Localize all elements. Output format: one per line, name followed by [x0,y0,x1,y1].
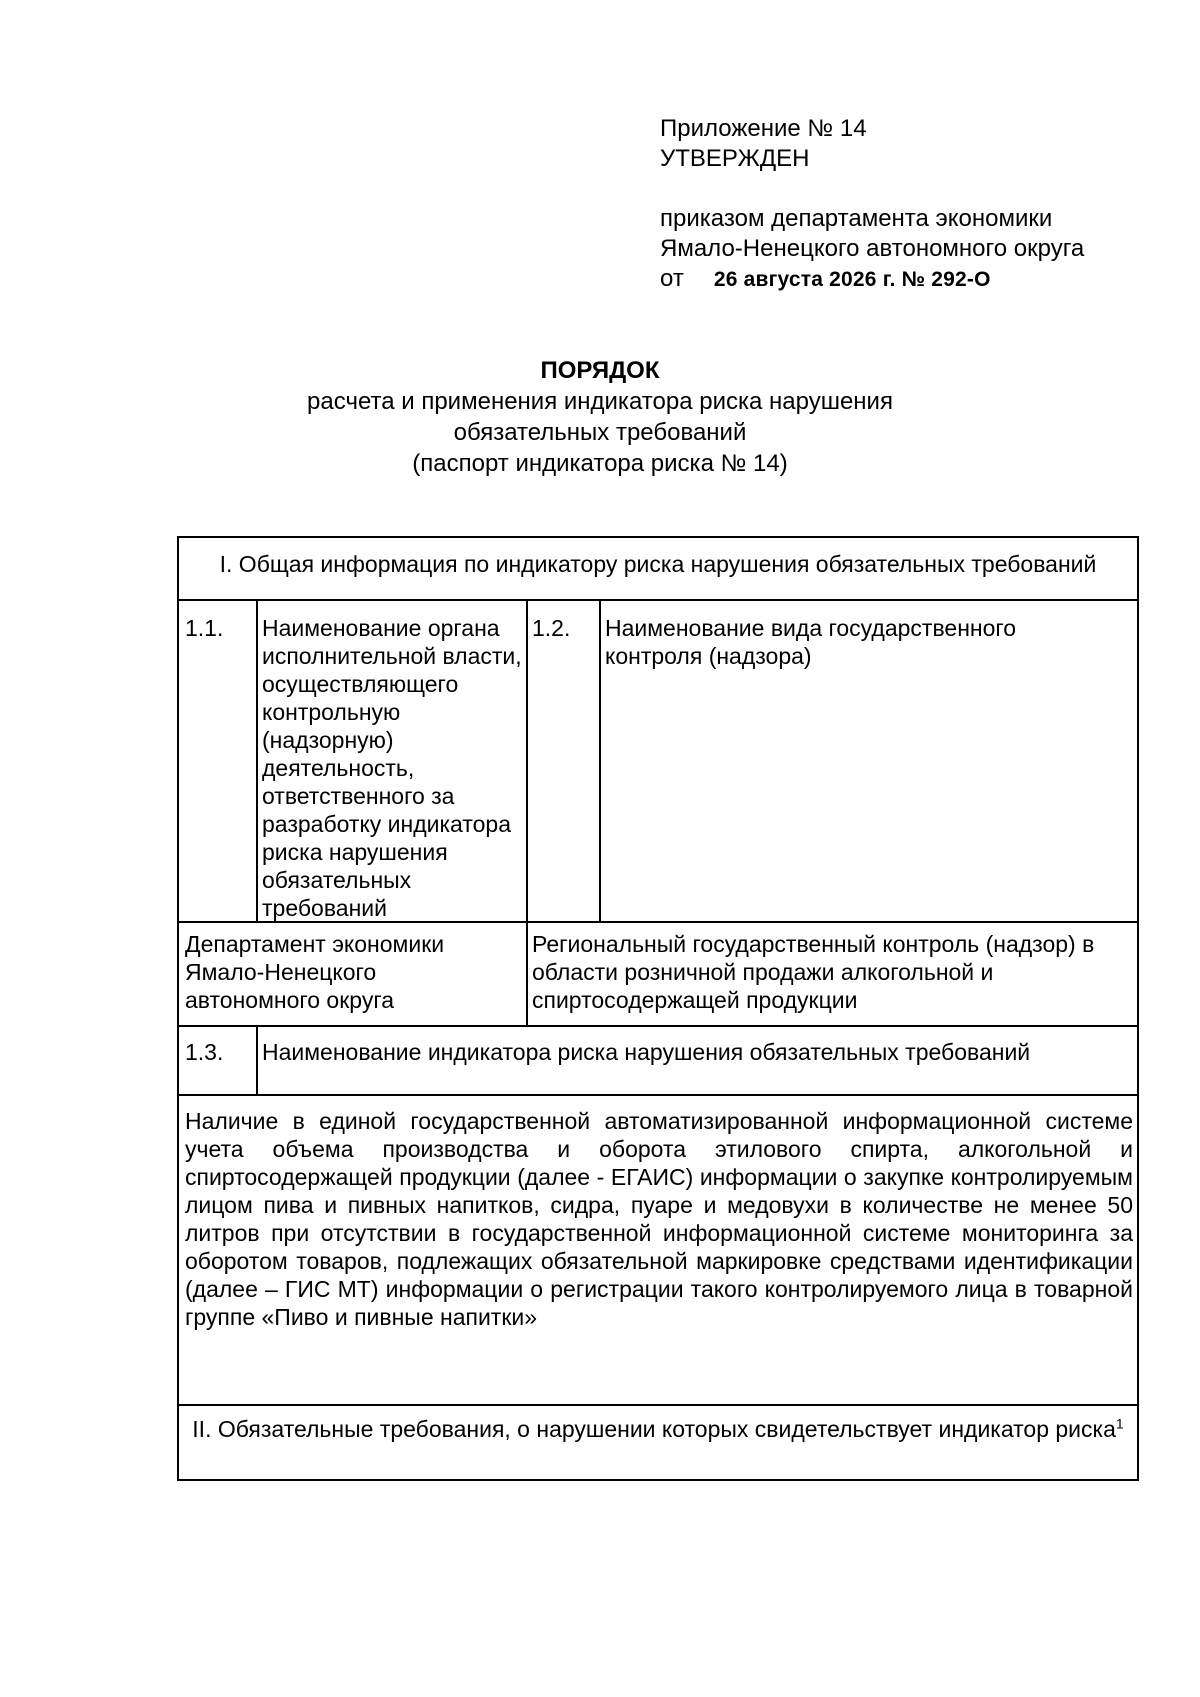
table-divider [256,1025,258,1094]
order-date-prefix: от [660,265,684,292]
title-main: ПОРЯДОК [540,357,660,384]
item-1-3-label: Наименование индикатора риска нарушения обязательных требований [262,1039,1031,1065]
section-2-header-text: II. Обязательные требования, о нарушении которых свидетельствует индикатор риска [192,1416,1116,1442]
item-1-1-label: Наименование органа исполнительной власти, осуществляющего контрольную (надзорную) деятельность, ответственного за разработку индикатора риска нарушения обязательных требований [262,615,522,921]
order-date-line [660,264,1180,295]
table-divider [179,1094,1137,1096]
title-line-2: обязательных требований [453,419,747,446]
approved-label: УТВЕРЖДЕН [660,145,810,172]
item-1-1-value: Департамент экономики Ямало-Ненецкого автономного округа [185,931,445,1013]
table-divider [256,599,258,921]
table-divider [526,599,528,1025]
footnote-marker: 1 [1115,1415,1124,1432]
item-1-3-number: 1.3. [185,1039,224,1065]
approval-block [660,114,1180,295]
table-divider [599,599,601,921]
appendix-number: Приложение № 14 [660,115,867,142]
spacer [660,174,1180,204]
document-title [0,355,1200,479]
risk-indicator-table [177,536,1139,1481]
order-date-value: 26 августа 2026 г. № 292-О [713,268,991,291]
title-line-1: расчета и применения индикатора риска нарушения [307,388,893,415]
section-1-header: I. Общая информация по индикатору риска нарушения обязательных требований [219,551,1097,577]
section-2-header [185,1415,1131,1443]
item-1-2-number: 1.2. [532,615,571,641]
item-1-2-label: Наименование вида государственного контроля (надзора) [605,615,1017,669]
table-divider [179,1404,1137,1406]
order-line-2: Ямало-Ненецкого автономного округа [660,235,1085,262]
order-line-1: приказом департамента экономики [660,205,1053,232]
item-1-3-value: Наличие в единой государственной автоматизированной информационной системе учета объема производства и оборота этилового спирта, алкогольной и спиртосодержащей продукции (далее - ЕГАИС) информации о закупке контролируемым лицом пива и пивных напитков, сидра, пуаре и медовухи в количестве не менее 50 литров при отсутствии в государственной информационной системе мониторинга за оборотом товаров, подлежащих обязательной маркировке средствами идентификации (далее – ГИС МТ) информации о регистрации такого контролируемого лица в товарной группе «Пиво и пивные напитки» [185,1108,1133,1330]
item-1-2-value: Региональный государственный контроль (надзор) в области розничной продажи алкогольной и спиртосодержащей продукции [532,931,1095,1013]
table-divider [179,1025,1137,1027]
table-divider [179,599,1137,601]
title-line-3: (паспорт индикатора риска № 14) [412,450,788,477]
item-1-1-number: 1.1. [185,615,224,641]
